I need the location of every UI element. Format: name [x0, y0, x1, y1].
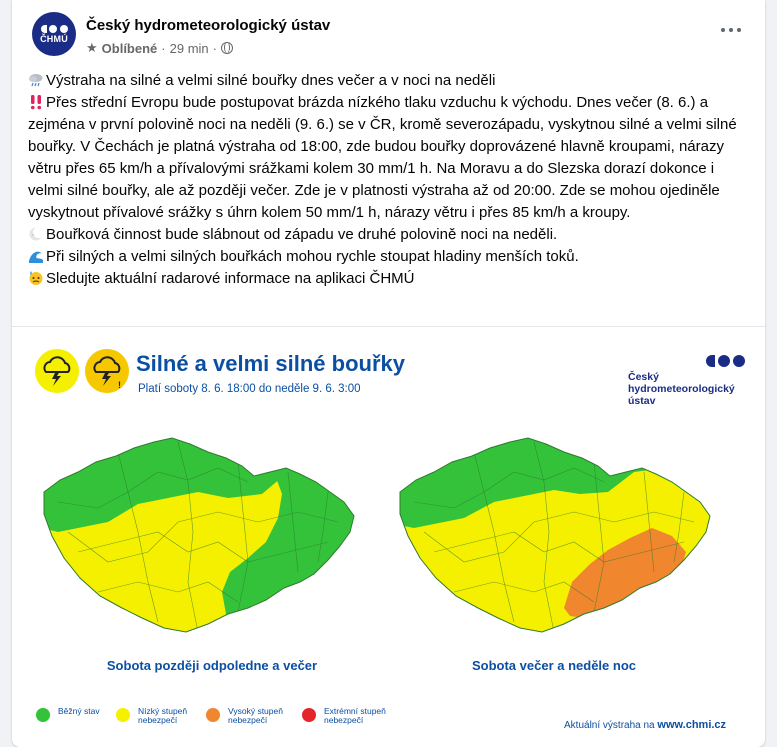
warning-map-image[interactable] — [12, 326, 765, 747]
legend-dot-yellow — [116, 708, 130, 722]
wave-icon — [28, 248, 44, 264]
meta-separator: · — [161, 40, 166, 56]
paragraph-3 — [28, 224, 750, 246]
strong-storm-warning-icon — [84, 348, 130, 394]
legend-dot-orange — [206, 708, 220, 722]
map-left — [38, 432, 358, 642]
storm-cloud-icon — [28, 72, 44, 88]
logo-name — [628, 371, 748, 407]
map-right — [394, 432, 714, 642]
sweat-face-icon — [28, 270, 44, 286]
paragraph-5 — [28, 268, 750, 290]
double-exclamation-icon — [28, 94, 44, 110]
legend-label — [324, 707, 396, 725]
logo-dots-icon — [706, 355, 745, 367]
legend-line: nebezpečí — [228, 715, 268, 725]
paragraph-2 — [28, 92, 750, 224]
legend-item-orange — [206, 707, 288, 725]
post-card — [12, 0, 765, 747]
avatar-text: ČHMÚ — [40, 33, 68, 44]
logo-line: hydrometeorologický — [628, 383, 735, 395]
paragraph-4 — [28, 246, 750, 268]
footer-prefix: Aktuální výstraha na — [564, 720, 658, 731]
logo-line: Český — [628, 371, 659, 383]
legend-line: nebezpečí — [138, 715, 178, 725]
post-meta — [86, 40, 233, 56]
post-timestamp[interactable]: 29 min — [169, 40, 209, 56]
avatar[interactable] — [32, 12, 76, 56]
footer-note — [564, 719, 726, 731]
legend-line: Vysoký stupeň — [228, 706, 283, 716]
legend-dot-green — [36, 708, 50, 722]
paragraph-text: Sledujte aktuální radarové informace na aplikaci ČHMÚ — [46, 270, 415, 287]
svg-text:!: ! — [118, 380, 121, 390]
figure-title: Silné a velmi silné bouřky — [136, 351, 405, 376]
storm-warning-icon — [34, 348, 80, 394]
legend-line: Běžný stav — [58, 706, 100, 716]
legend-label — [58, 707, 118, 716]
legend-label — [228, 707, 288, 725]
star-icon: ★ — [86, 40, 98, 55]
map-left-caption: Sobota později odpoledne a večer — [106, 658, 318, 673]
legend-item-red — [302, 707, 396, 725]
logo-dots-icon — [41, 25, 68, 33]
legend-line: Nízký stupeň — [138, 706, 188, 716]
legend-dot-red — [302, 708, 316, 722]
meta-separator: · — [212, 40, 217, 56]
page-name-link[interactable]: Český hydrometeorologický ústav — [86, 17, 331, 34]
legend-item-green — [36, 707, 118, 722]
paragraph-1 — [28, 70, 750, 92]
chmi-logo — [616, 355, 746, 413]
paragraph-text: Bouřková činnost bude slábnout od západu ve druhé polovině noci na neděli. — [46, 226, 558, 243]
more-options-icon[interactable] — [717, 22, 745, 38]
legend-item-yellow — [116, 707, 198, 725]
paragraph-text: Výstraha na silné a velmi silné bouřky dnes večer a v noci na neděli — [46, 72, 496, 89]
favorite-label[interactable]: Oblíbené — [101, 40, 158, 56]
footer-link: www.chmi.cz — [657, 719, 727, 731]
legend-line: Extrémní stupeň — [324, 706, 386, 716]
legend-label — [138, 707, 198, 725]
paragraph-text: Při silných a velmi silných bouřkách mohou rychle stoupat hladiny menších toků. — [46, 248, 579, 265]
moon-icon — [28, 226, 44, 242]
map-right-caption: Sobota večer a neděle noc — [471, 658, 636, 673]
globe-icon[interactable] — [221, 42, 233, 54]
post-header — [12, 0, 765, 62]
legend-line: nebezpečí — [324, 715, 364, 725]
logo-line: ústav — [628, 395, 656, 407]
figure-subtitle: Platí soboty 8. 6. 18:00 do neděle 9. 6. 3:00 — [138, 383, 361, 395]
paragraph-text: Přes střední Evropu bude postupovat brázda nízkého tlaku vzduchu k východu. Dnes večer (8. 6.) a zejména v první polovině noci na neděli (9. 6.) se v ČR, kromě severozápadu, vyskytnou silné a velmi silné bouřky. V Čechách je platná výstraha od 18:00, zde budou bouřky doprovázené hlavně kroupami, nárazy větru přes 65 km/h a přívalovými srážkami kolem 30 mm/1 h. Na Moravu a do Slezska dorazí dokonce i velmi silné bouřky, ale až později večer. Zde je v platnosti výstraha až od 20:00. Zde se mohou ojediněle vyskytnout přívalové srážky s úhrn kolem 50 mm/1 h, nárazy větru i přes 85 km/h a kroupy. — [28, 94, 737, 221]
post-text — [28, 70, 750, 290]
